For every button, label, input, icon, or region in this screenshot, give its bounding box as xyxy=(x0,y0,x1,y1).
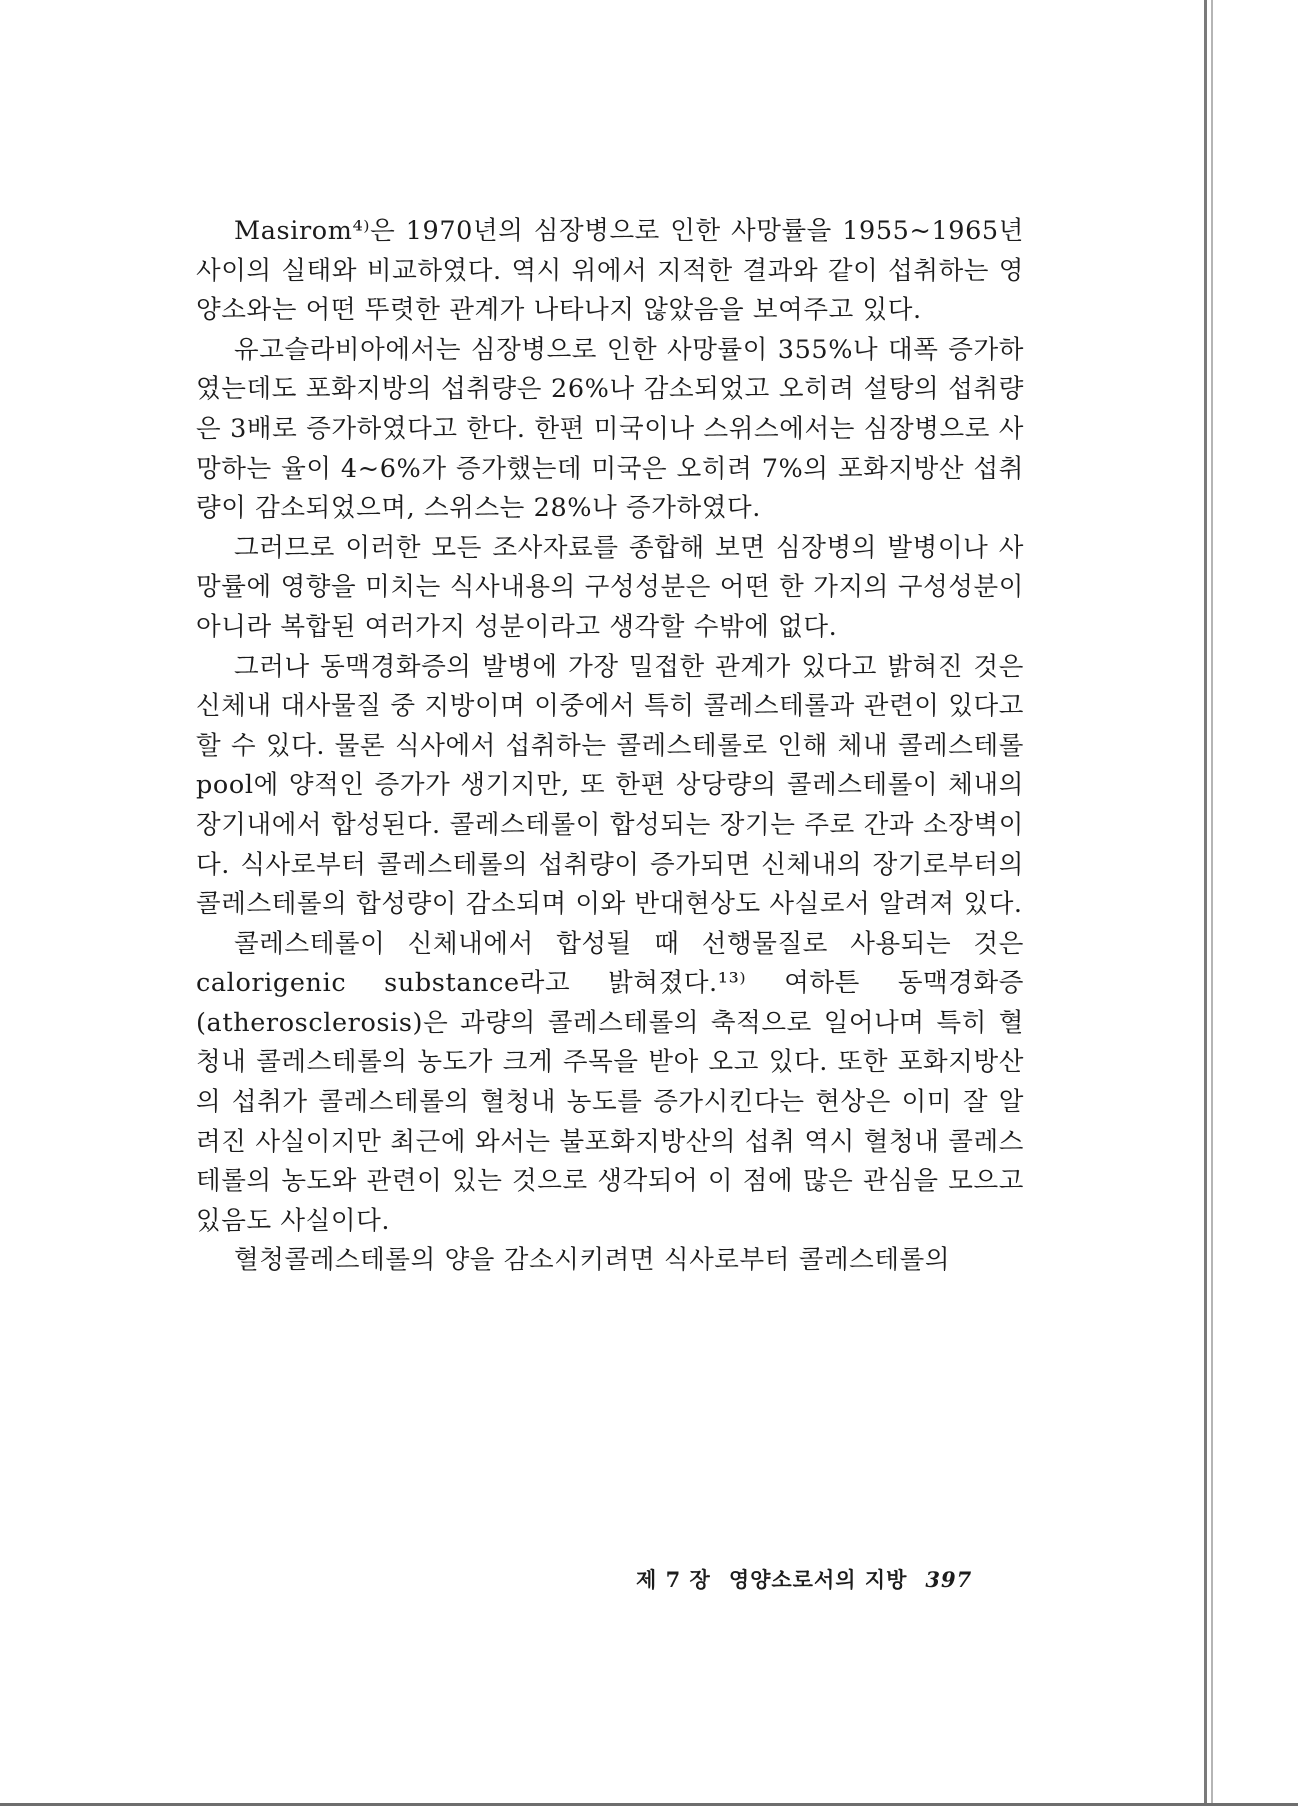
paragraph-2: 유고슬라비아에서는 심장병으로 인한 사망률이 355%나 대폭 증가하였는데도 포화지방의 섭취량은 26%나 감소되었고 오히려 설탕의 섭취량은 3배로 증가하였다고 한다. 한편 미국이나 스위스에서는 심장병으로 사망하는 율이 4~6%가 증가했는데 미국은 오히려 7%의 포화지방산 섭취량이 감소되었으며, 스위스는 28%나 증가하였다. xyxy=(196,334,1024,524)
paragraph-4: 그러나 동맥경화증의 발병에 가장 밀접한 관계가 있다고 밝혀진 것은 신체내 대사물질 중 지방이며 이중에서 특히 콜레스테롤과 관련이 있다고 할 수 있다. 물론 식사에서 섭취하는 콜레스테롤로 인해 체내 콜레스테롤 pool에 양적인 증가가 생기지만, 또 한편 상당량의 콜레스테롤이 체내의 장기내에서 합성된다. 콜레스테롤이 합성되는 장기는 주로 간과 소장벽이다. 식사로부터 콜레스테롤의 섭취량이 증가되면 신체내의 장기로부터의 콜레스테롤의 합성량이 감소되며 이와 반대현상도 사실로서 알려져 있다. xyxy=(196,651,1024,920)
paragraph-3: 그러므로 이러한 모든 조사자료를 종합해 보면 심장병의 발병이나 사망률에 영향을 미치는 식사내용의 구성성분은 어떤 한 가지의 구성성분이 아니라 복합된 여러가지 성분이라고 생각할 수밖에 없다. xyxy=(196,532,1024,642)
paragraph-5: 콜레스테롤이 신체내에서 합성될 때 선행물질로 사용되는 것은 calorigenic substance라고 밝혀졌다.¹³⁾ 여하튼 동맥경화증(atherosclerosis)은 과량의 콜레스테롤의 축적으로 일어나며 특히 혈청내 콜레스테롤의 농도가 크게 주목을 받아 오고 있다. 또한 포화지방산의 섭취가 콜레스테롤의 혈청내 농도를 증가시킨다는 현상은 이미 잘 알려진 사실이지만 최근에 와서는 불포화지방산의 섭취 역시 혈청내 콜레스테롤의 농도와 관련이 있는 것으로 생각되어 이 점에 많은 관심을 모으고 있음도 사실이다. xyxy=(196,928,1024,1236)
paragraph-6: 혈청콜레스테롤의 양을 감소시키려면 식사로부터 콜레스테롤의 xyxy=(234,1245,951,1276)
chapter-label: 제 7 장 xyxy=(636,1567,711,1592)
paragraph-1: Masirom⁴⁾은 1970년의 심장병으로 인한 사망률을 1955~1965년 사이의 실태와 비교하였다. 역시 위에서 지적한 결과와 같이 섭취하는 영양소와는 어떤 뚜렷한 관계가 나타나지 않았음을 보여주고 있다. xyxy=(196,216,1024,326)
body-text xyxy=(196,212,1024,1281)
chapter-title: 영양소로서의 지방 xyxy=(728,1567,908,1592)
page-number: 397 xyxy=(925,1567,973,1592)
page-footer xyxy=(636,1564,1016,1594)
page-edge-right xyxy=(1204,0,1298,1806)
